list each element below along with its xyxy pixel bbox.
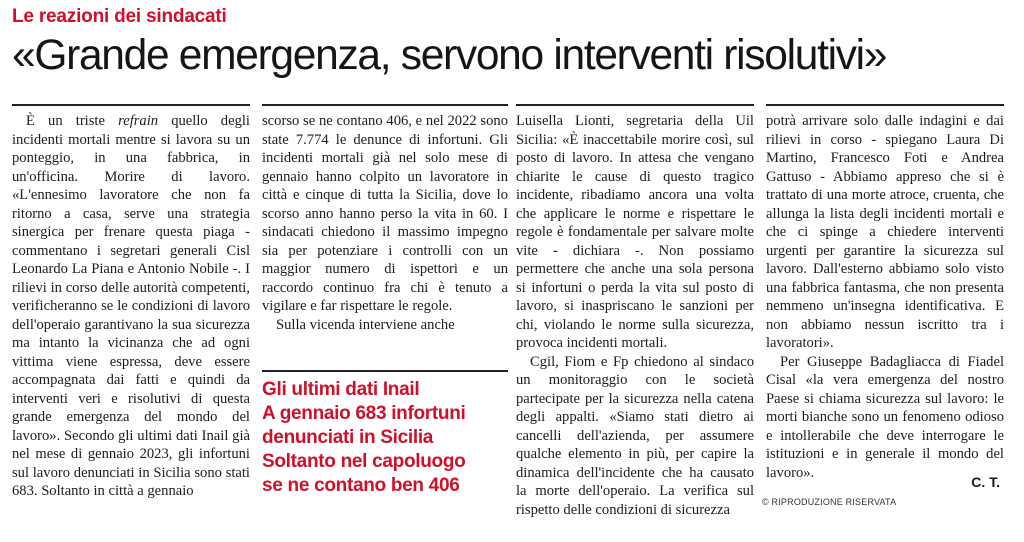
pullquote-line: A gennaio 683 infortuni <box>262 403 466 424</box>
paragraph: Luisella Lionti, segretaria della Uil Sicilia: «È inaccettabile morire così, sul posto di lavoro. In attesa che vengano chiarite le cause di questo tragico incidente, ribadiamo ancora una volta che applicare le norme e rispettare le regole è fondamentale per salvare molte vite - dichiara -. Non possiamo permettere che anche una sola persona si infortuni o perda la vita sul posto di lavoro, si inaspriscano le sanzioni per chi, violando le norme sulla sicurezza, provoca incidenti mortali. <box>516 113 754 351</box>
paragraph: Cgil, Fiom e Fp chiedono al sindaco un monitoraggio con le società partecipate per la sicurezza nella catena degli appalti. «Siamo stati dietro ai cancelli dell'azienda, per assumere qualche elemento in più, per capire la dinamica dell'incidente che ha causato la morte dell'operaio. La verifica sul rispetto delle condizioni di sicurezza <box>516 353 754 518</box>
author-signature: C. T. <box>971 474 1000 490</box>
article-kicker: Le reazioni dei sindacati <box>12 6 227 27</box>
body-column-2 <box>262 112 508 334</box>
paragraph: scorso se ne contano 406, e nel 2022 sono state 7.774 le denunce di infortuni. Gli incidenti mortali già nel solo mese di gennaio hanno colpito un lavoratore in città e cinque di tutta la Sicilia, dove lo scorso anno hanno perso la vita in 60. I sindacati chiedono il massimo impegno sia per potenziare i controlli con un maggior numero di ispettori e un raccordo continuo fra chi è tenuto a vigilare e far rispettare le regole. <box>262 113 508 314</box>
body-column-1 <box>12 112 250 501</box>
body-column-4 <box>766 112 1004 482</box>
pullquote-rule <box>262 370 508 372</box>
column-rule <box>766 104 1004 106</box>
pullquote-line: denunciati in Sicilia <box>262 427 434 448</box>
pullquote <box>262 378 508 498</box>
pullquote-line: se ne contano ben 406 <box>262 475 460 496</box>
paragraph: Sulla vicenda interviene anche <box>276 316 455 333</box>
paragraph: potrà arrivare solo dalle indagini e dai rilievi in corso - spiegano Laura Di Martino, Francesco Foti e Andrea Gattuso - Abbiamo appreso che si è trattato di una morte atroce, cruenta, che allunga la lista degli incidenti mortali e che ci spinge a chiedere interventi urgenti per garantire la sicurezza sul lavoro. Dall'esterno abbiamo solo visto una fabbrica fantasma, che non presenta nemmeno un'insegna identificativa. E non abbiamo nessun iscritto tra i lavoratori». <box>766 113 1004 351</box>
paragraph: È un triste refrain quello degli incidenti mortali mentre si lavora su un ponteggio, in una fabbrica, in un'officina. Morire di lavoro. «L'ennesimo lavoratore che non fa ritorno a casa, serve una strategia sinergica per frenare questa piaga - commentano i segretari generali Cisl Leonardo La Piana e Antonio Nobile -. I rilievi in corso delle autorità competenti, verificheranno se le condizioni di lavoro dell'operaio garantivano la sua sicurezza ma intanto la vicinanza che ad ogni vittima viene espressa, deve essere accompagnata dai fatti e quindi da interventi veri e risolutivi di questa grande emergenza del mondo del lavoro». Secondo gli ultimi dati Inail già nel mese di gennaio 2023, gli infortuni sul lavoro denunciati in Sicilia sono stati 683. Soltanto in città a gennaio <box>12 113 250 499</box>
copyright-notice: © RIPRODUZIONE RISERVATA <box>762 497 897 507</box>
column-rule <box>516 104 754 106</box>
pullquote-line: Soltanto nel capoluogo <box>262 451 466 472</box>
paragraph: Per Giuseppe Badagliacca di Fiadel Cisal «la vera emergenza del nostro Paese si chiama sicurezza sul lavoro: le morti bianche sono un fenomeno odioso e intollerabile che deve interrogare le istituzioni e in generale il mondo del lavoro». <box>766 353 1004 481</box>
pullquote-line: Gli ultimi dati Inail <box>262 379 420 400</box>
body-column-3 <box>516 112 754 519</box>
column-rule <box>262 104 508 106</box>
column-rule <box>12 104 250 106</box>
article-headline: «Grande emergenza, servono interventi risolutivi» <box>12 32 887 79</box>
